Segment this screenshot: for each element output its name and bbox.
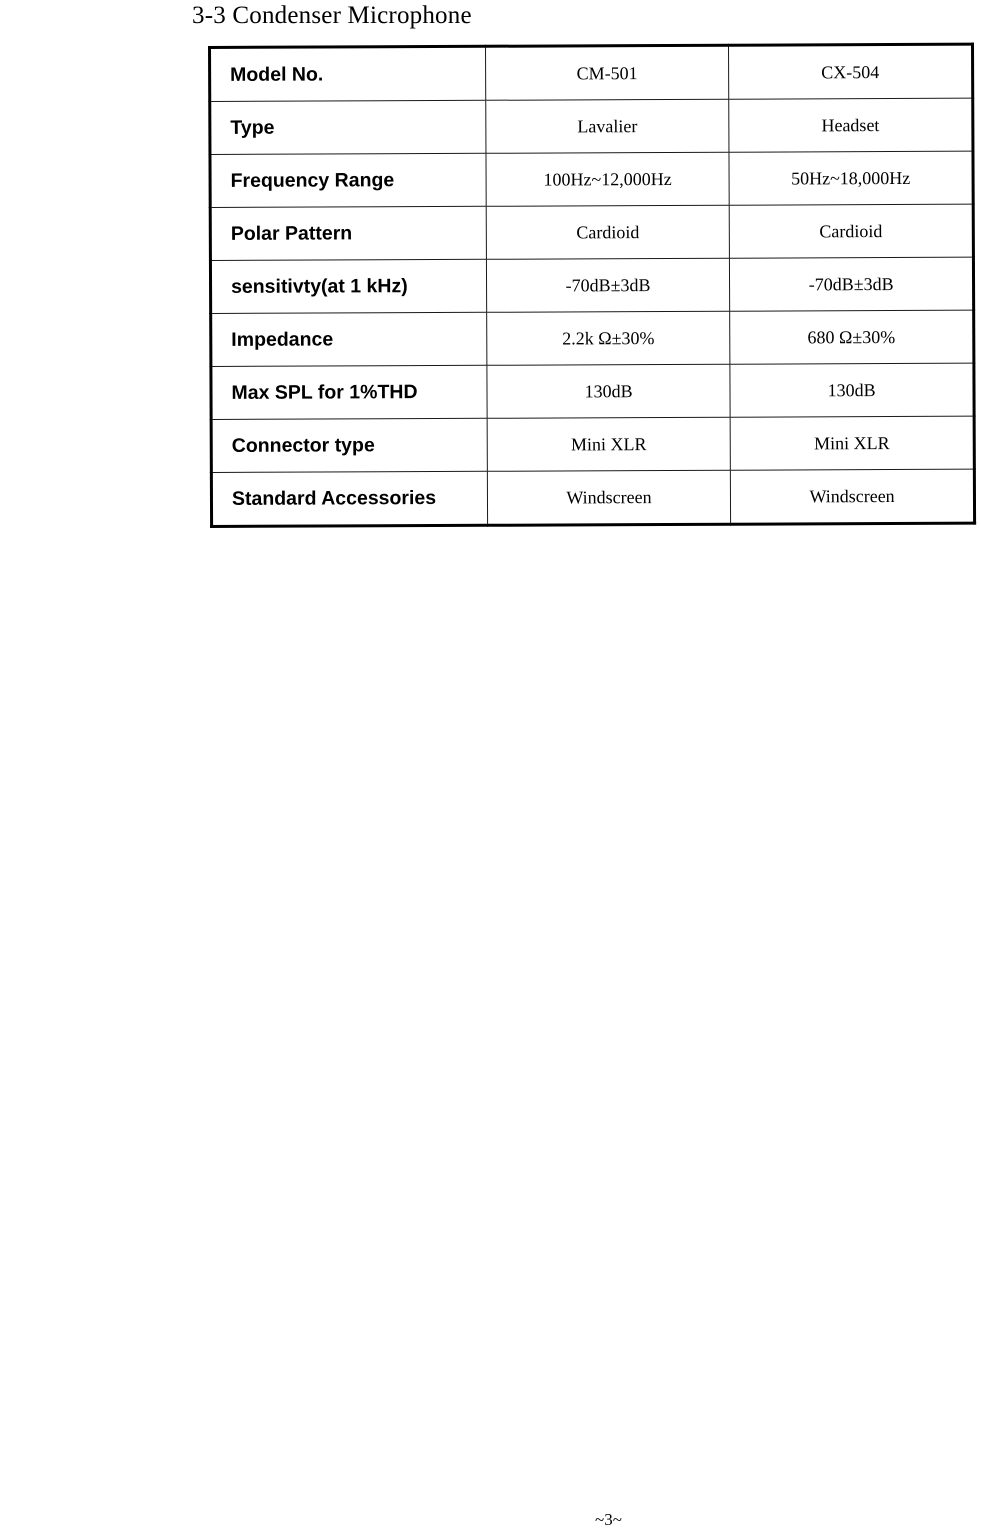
cell-value: 130dB bbox=[487, 364, 730, 418]
cell-value: 130dB bbox=[730, 363, 974, 417]
cell-value: Lavalier bbox=[486, 99, 729, 153]
model-header-cx-504: CX-504 bbox=[729, 44, 973, 99]
cell-value: Mini XLR bbox=[730, 416, 974, 470]
table-row bbox=[211, 310, 974, 366]
table-row bbox=[210, 151, 973, 207]
header-label: Model No. bbox=[210, 46, 486, 101]
section-title: 3-3 Condenser Microphone bbox=[192, 2, 472, 29]
cell-value: 100Hz~12,000Hz bbox=[486, 152, 729, 206]
cell-value: Headset bbox=[729, 98, 973, 152]
table-row bbox=[210, 204, 973, 260]
table-row bbox=[211, 469, 974, 526]
cell-value: Cardioid bbox=[729, 204, 973, 258]
cell-value: Cardioid bbox=[486, 205, 729, 259]
table-header-row bbox=[210, 44, 973, 101]
model-header-cm-501: CM-501 bbox=[485, 45, 728, 100]
table-row bbox=[210, 98, 973, 154]
row-label: Connector type bbox=[211, 418, 487, 472]
cell-value: Windscreen bbox=[731, 469, 975, 524]
cell-value: 680 Ω±30% bbox=[730, 310, 974, 364]
cell-value: Mini XLR bbox=[487, 417, 730, 471]
table-row bbox=[210, 257, 973, 313]
page-number: ~3~ bbox=[595, 1510, 622, 1529]
spec-table bbox=[208, 43, 976, 528]
table-row bbox=[211, 416, 974, 472]
cell-value: 2.2k Ω±30% bbox=[487, 311, 730, 365]
cell-value: Windscreen bbox=[487, 470, 730, 525]
row-label: Max SPL for 1%THD bbox=[211, 365, 487, 419]
row-label: Type bbox=[210, 100, 486, 154]
row-label: sensitivty(at 1 kHz) bbox=[210, 259, 486, 313]
row-label: Impedance bbox=[211, 312, 487, 366]
table-row bbox=[211, 363, 974, 419]
cell-value: -70dB±3dB bbox=[730, 257, 974, 311]
cell-value: 50Hz~18,000Hz bbox=[729, 151, 973, 205]
row-label: Polar Pattern bbox=[210, 206, 486, 260]
row-label: Frequency Range bbox=[210, 153, 486, 207]
row-label: Standard Accessories bbox=[211, 471, 487, 526]
cell-value: -70dB±3dB bbox=[486, 258, 729, 312]
